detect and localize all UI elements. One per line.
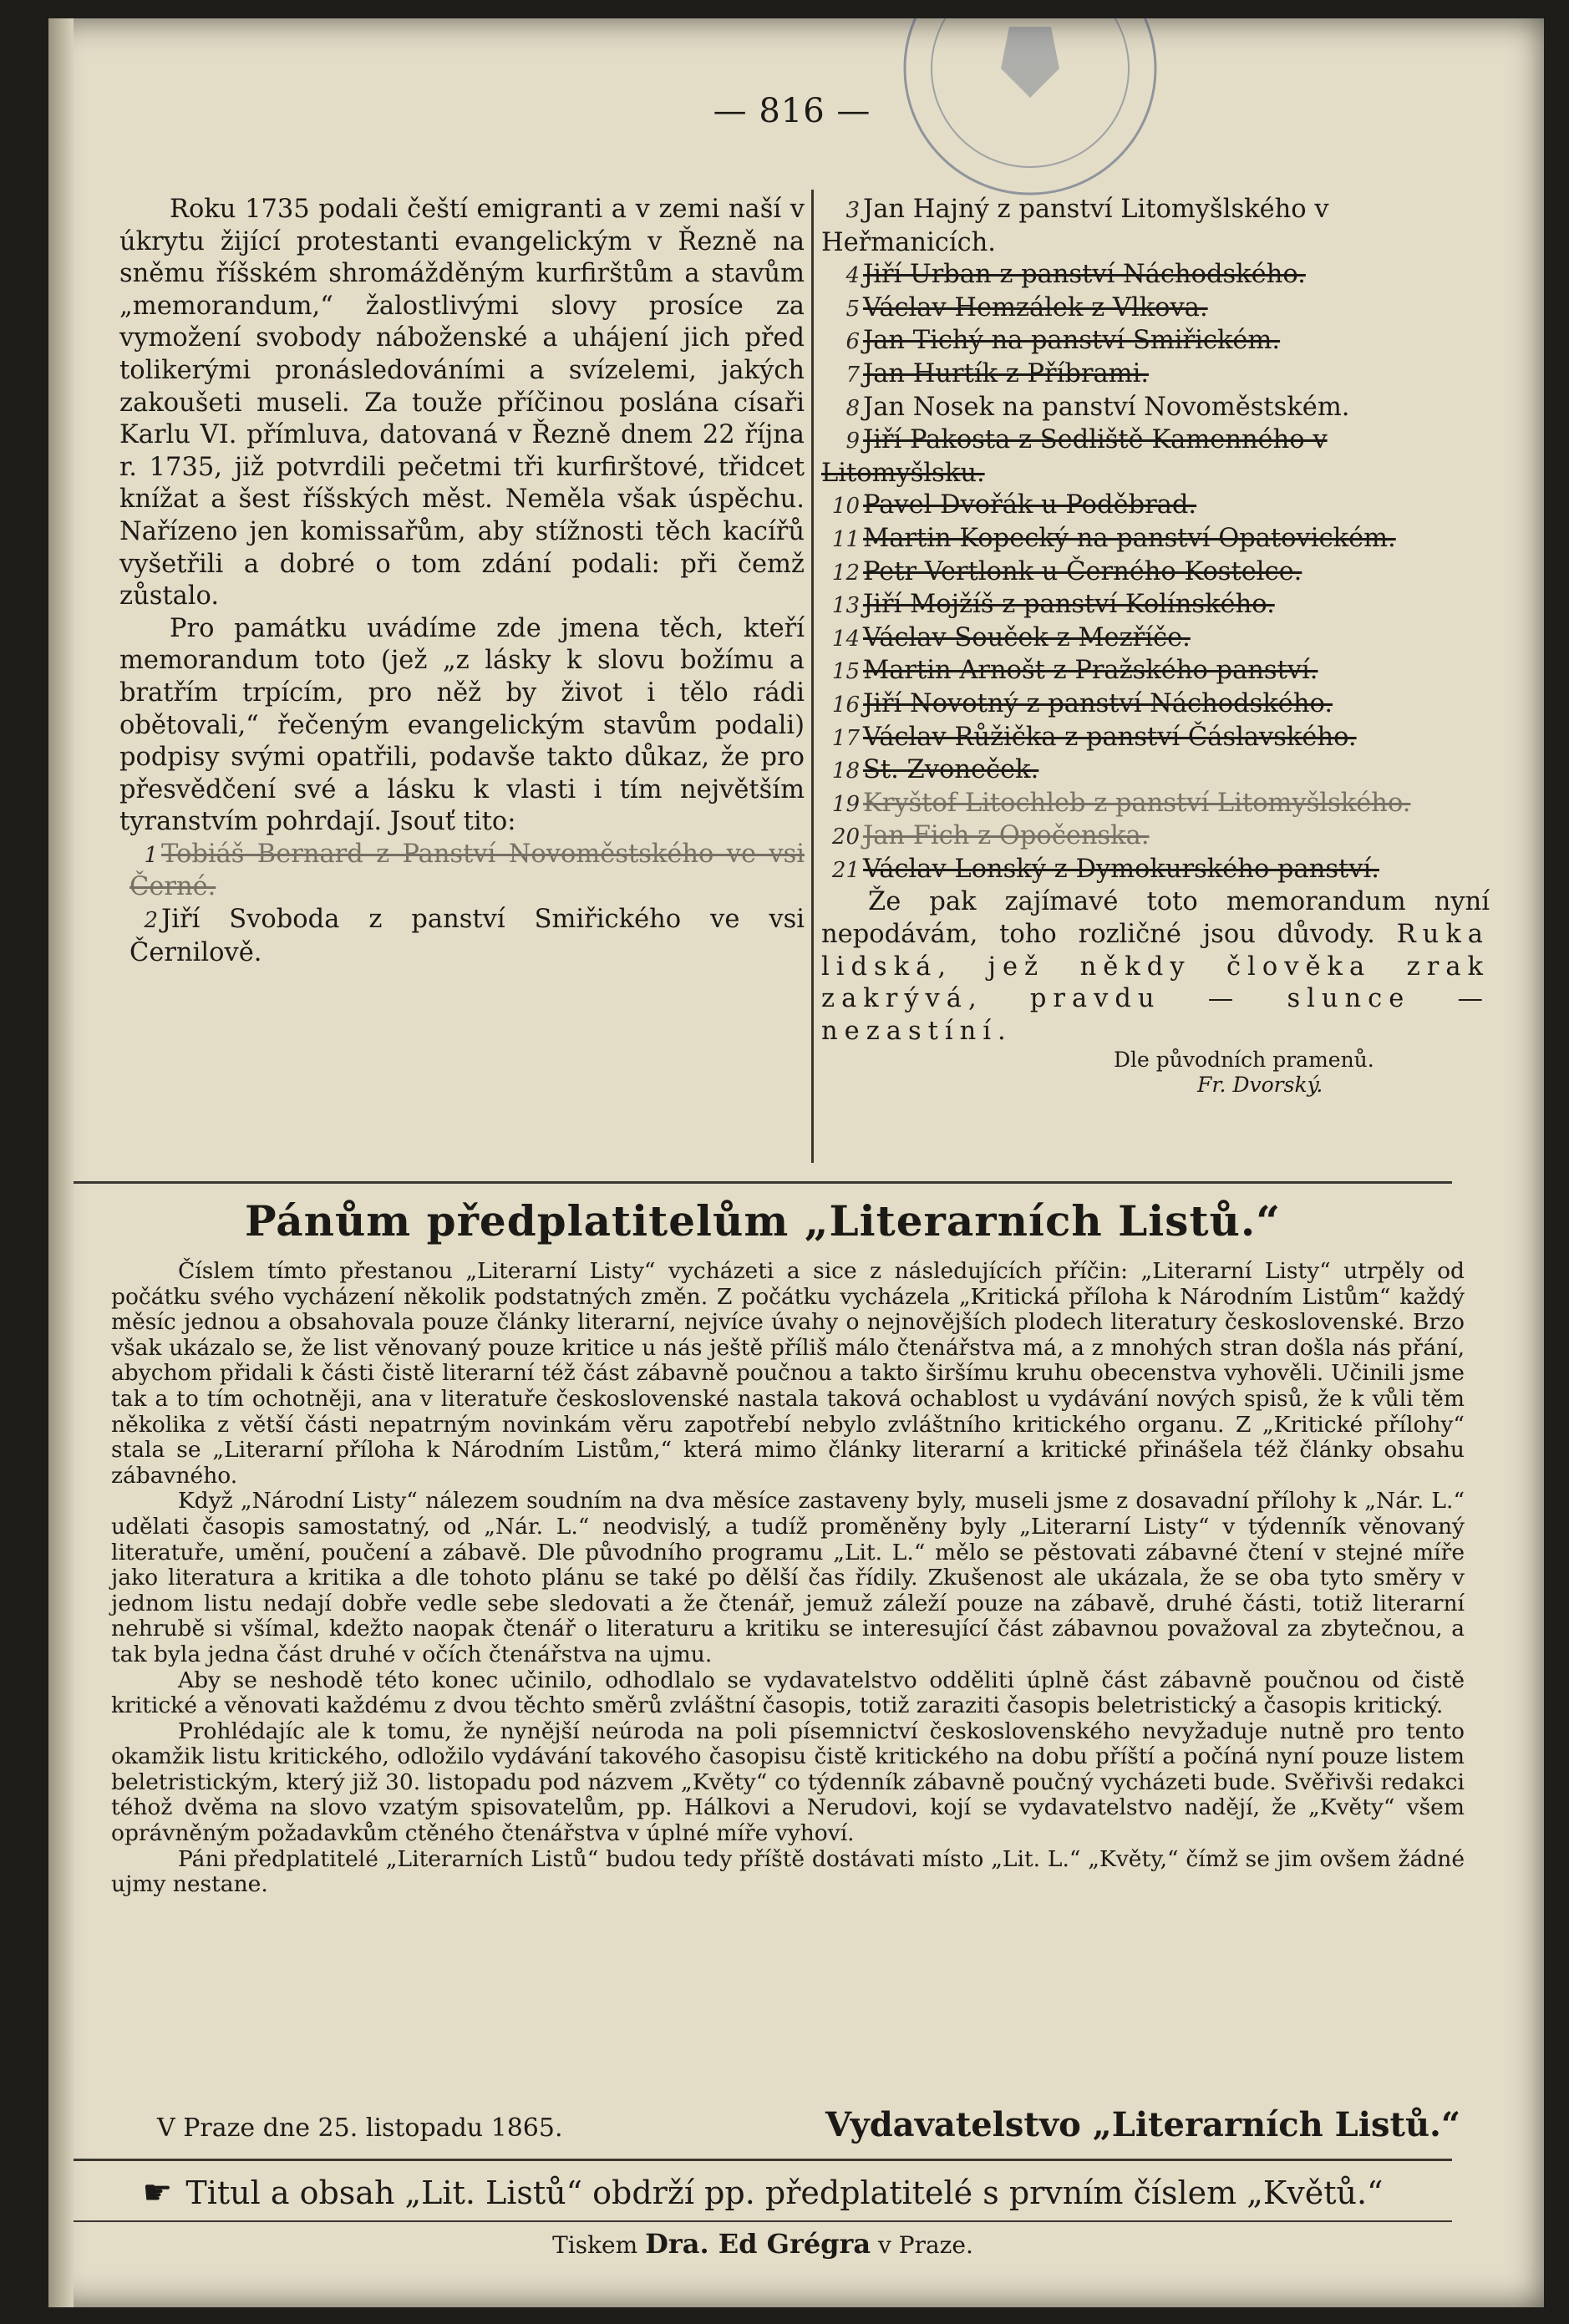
signatory-number: 1 <box>144 842 158 868</box>
signatory-number: 7 <box>845 362 860 388</box>
signatory-entry <box>821 788 1490 821</box>
signatory-name: Jan Hajný z panství Litomyšlského v Heřmanicích. <box>821 195 1329 257</box>
signatory-number: 20 <box>831 825 860 850</box>
signatory-entry <box>821 358 1490 392</box>
signatory-number: 17 <box>831 725 860 751</box>
signatory-name: Pavel Dvořák u Poděbrad. <box>863 490 1197 520</box>
signatory-number: 8 <box>845 395 860 421</box>
printer-suffix: v Praze. <box>878 2231 973 2259</box>
signatory-entry <box>821 688 1490 722</box>
notice-paragraph: Aby se neshodě této konec učinilo, odhodlalo se vydavatelstvo odděliti úplně část zábavně poučnou od čistě kritické a věnovati každému z dvou těchto směrů zvláštní časopis, totiž zaraziti časopis beletristický a časopis kritický. <box>111 1667 1465 1719</box>
signatory-number: 12 <box>831 560 860 586</box>
signatory-entry <box>821 556 1490 590</box>
signatory-number: 3 <box>845 198 860 223</box>
signatory-entry <box>821 655 1490 688</box>
column-divider <box>811 190 814 1163</box>
signatory-entry <box>821 490 1490 523</box>
signatory-entry <box>821 424 1490 490</box>
signatory-entry <box>821 854 1490 887</box>
signatory-number: 9 <box>845 429 860 454</box>
notice-paragraph: Prohlédajíc ale k tomu, že nynější neúroda na poli písemnictví československého nevyžaduje nutně pro tento okamžik listu kritického, odložilo vydávání takového časopisu čistě kritického na dobu příští a počíná nyní pouze listem beletristickým, který již 30. listopadu pod názvem „Květy“ co týdenník zábavně poučný vycházeti bude. Svěřivši redakci téhož dvěma na slovo vzatým spisovatelům, pp. Hálkovi a Nerudovi, kojí se vydavatelstvo nadějí, že „Květy“ všem oprávněným požadavkům ctěného čtenářstva v úplné míře vyhoví. <box>111 1718 1465 1847</box>
notice-paragraph: Když „Národní Listy“ nálezem soudním na dva měsíce zastaveny byly, museli jsme z dosavadní přílohy k „Nár. L.“ udělati časopis samostatný, od „Nár. L.“ neodvislý, a tudíž proměněny byly „Literarní Listy“ v týdenník věnovaný literatuře, umění, poučení a zábavě. Dle původního programu „Lit. L.“ mělo se pěstovati zábavné čtení v stejné míře jako literatura a kritika a dle tohoto plánu se také po dělší čas řídily. Zkušenost ale ukázala, že se oba tyto směry v jednom listu nedají dobře vedle sebe sledovati a že čtenář, jemuž záleží pouze na zábavě, druhé části, totiž literarní nehrubě si všímal, kdežto naopak čtenář o literaturu a kritiku se interesující část zábavnou považoval za zbytečnou, a tak byla jedna část druhé v očích čtenářstva na ujmu. <box>111 1488 1465 1667</box>
source-author: Fr. Dvorský. <box>1197 1073 1323 1098</box>
signatory-name: Jiří Urban z panství Náchodského. <box>863 260 1306 290</box>
signatory-name: Jan Hurtík z Příbrami. <box>863 358 1150 388</box>
printer-name: Dra. Ed Grégra <box>645 2228 871 2260</box>
left-column <box>119 194 805 969</box>
printer-prefix: Tiskem <box>552 2231 638 2259</box>
signatory-name: Martin Arnošt z Pražského panství. <box>863 656 1318 686</box>
signatory-entry <box>821 722 1490 755</box>
signatory-name: Jiří Mojžíš z panství Kolínského. <box>863 590 1275 620</box>
signatory-name: Jiří Svoboda z panství Smiřického ve vsi Černilově. <box>129 905 805 967</box>
signatory-number: 4 <box>845 263 860 289</box>
signatory-entry <box>119 839 805 904</box>
pointing-hand-icon: ☛ <box>142 2174 173 2212</box>
library-stamp <box>884 18 1168 219</box>
signatory-name: Václav Hemzálek z Vlkova. <box>863 292 1208 322</box>
signatory-name: Tobiáš Bernard z Panství Novoměstského ve vsi Černé. <box>129 839 805 902</box>
signatory-entry <box>821 392 1490 425</box>
signatory-name: Jan Tichý na panství Smiřickém. <box>863 326 1281 356</box>
signatory-number: 16 <box>831 692 860 718</box>
source-attribution <box>1114 1048 1490 1098</box>
subscriber-notice <box>74 2174 1452 2212</box>
page-edge <box>48 18 74 2307</box>
signatory-name: Václav Souček z Mezříče. <box>863 622 1191 652</box>
notice-paragraph: Číslem tímto přestanou „Literarní Listy“ vycházeti a sice z následujících příčin: „Literarní Listy“ utrpěly od počátku svého vycházení několik podstatných změn. Z počátku vycházela „Kritická příloha k Národním Listům“ každý měsíc jednou a obsahovala pouze články literarní, nejvíce úvahy o nejnovějších plodech literatury československé. Brzo však ukázalo se, že list věnovaný pouze kritice u nás ještě příliš málo čtenářstva má, a z mnohých stran došla nás přání, abychom přidali k části čistě literarní též část zábavně poučnou a takto širšímu kruhu obecenstva vyhověli. Učinili jsme tak a to tím ochotněji, ana v literatuře československé nastala taková ochablost u vydávání nových spisů, že k vůli těm několika z větší části nepatrným novinkám věru zapotřebí nebylo zvláštního kritického organu. Z „Kritické přílohy“ stala se „Literarní příloha k Národním Listům,“ která mimo články literarní a kritické přinášela též články obsahu zábavného. <box>111 1258 1465 1489</box>
signatory-name: Václav Lonský z Dymokurského panství. <box>863 854 1379 884</box>
signatory-number: 2 <box>144 908 158 934</box>
section-divider <box>74 2159 1452 2161</box>
signatory-number: 18 <box>831 759 860 784</box>
signatory-entry <box>119 904 805 969</box>
signatory-entry <box>821 523 1490 556</box>
page-number: — 816 — <box>713 92 871 130</box>
signatory-number: 15 <box>831 659 860 685</box>
closing-text: Že pak zajímavé toto memorandum nyní nepodávám, toho rozličné jsou důvody. <box>821 887 1490 950</box>
signatory-entry <box>821 194 1490 259</box>
signatory-name: Jiří Pakosta z Sedliště Kamenného v Litomyšlsku. <box>821 425 1328 488</box>
signatory-name: Martin Kopecký na panství Opatovickém. <box>863 523 1396 553</box>
closing-paragraph <box>821 886 1490 1048</box>
subscriber-notice-text: Titul a obsah „Lit. Listů“ obdrží pp. předplatitelé s prvním číslem „Květů.“ <box>185 2174 1384 2211</box>
signatory-number: 21 <box>831 857 860 883</box>
memorandum-paragraph: Pro památku uvádíme zde jmena těch, kteří memorandum toto (jež „z lásky k slovu božímu a bratřím trpícím, pro něž by život i tělo rádi obětovali,“ řečeným evangelickým stavům podali) podpisy svými opatřili, podavše takto důkaz, že pro přesvědčení své a lásku k vlasti i tím největším tyranstvím pohrdají. Jsouť tito: <box>119 613 805 837</box>
document-page <box>48 18 1544 2307</box>
signatory-number: 10 <box>831 494 860 520</box>
signatory-name: St. Zvoneček. <box>863 755 1039 785</box>
right-column <box>821 194 1490 1098</box>
signatory-entry <box>821 754 1490 788</box>
publisher-signature: Vydavatelstvo „Literarních Listů.“ <box>825 2105 1460 2144</box>
signatory-entry <box>821 325 1490 358</box>
section-divider <box>74 1181 1452 1184</box>
notice-title: Pánům předplatitelům „Literarních Listů.“ <box>244 1196 1282 1246</box>
section-divider <box>74 2220 1452 2222</box>
signatory-name: Jan Nosek na panství Novoměstském. <box>863 392 1350 422</box>
source-label: Dle původních pramenů. <box>1114 1048 1374 1073</box>
signatory-name: Jan Fich z Opočenska. <box>863 821 1150 851</box>
signatory-number: 13 <box>831 593 860 619</box>
signatory-number: 5 <box>845 296 860 322</box>
signatory-number: 19 <box>831 791 860 817</box>
notice-body <box>111 1259 1465 1898</box>
signatory-name: Václav Růžička z panství Čáslavského. <box>863 722 1357 752</box>
signatory-entry <box>821 292 1490 326</box>
signatory-number: 6 <box>845 329 860 355</box>
signatory-entry <box>821 622 1490 656</box>
signatory-name: Petr Vertlonk u Černého Kostelce. <box>863 556 1302 586</box>
signatory-name: Jiří Novotný z panství Náchodského. <box>863 688 1333 718</box>
closing-quote: Ruka lidská, jež někdy člověka zrak zakrývá, pravdu — slunce — nezastíní. <box>821 920 1490 1046</box>
signatory-entry <box>821 589 1490 622</box>
signatory-number: 14 <box>831 626 860 652</box>
signatory-number: 11 <box>831 526 860 552</box>
intro-paragraph: Roku 1735 podali čeští emigranti a v zemi naší v úkrytu žijící protestanti evangelickým v Řezně na sněmu říšském shromážděným kurfirštům a stavům „memorandum,“ žalostlivými slovy prosíce za vymožení svobody náboženské a uhájení jich před tolikerými pronásledováními a svízelemi, jakých zakoušeti museli. Za touže příčinou poslána císaři Karlu VI. přímluva, datovaná v Řezně dnem 22 října r. 1735, již potvrdili pečetmi tři kurfirštové, třidcet knížat a šest říšských měst. Neměla však úspěchu. Nařízeno jen komissařům, aby stížnosti těch kacířů vyšetřili a dobré o tom zdání podali: při čemž zůstalo. <box>119 195 805 611</box>
date-line: V Praze dne 25. listopadu 1865. <box>157 2113 563 2143</box>
signatory-entry <box>821 259 1490 292</box>
notice-paragraph: Páni předplatitelé „Literarních Listů“ budou tedy příště dostávati místo „Lit. L.“ „Květy,“ čímž se jim ovšem žádné ujmy nestane. <box>111 1845 1465 1898</box>
printer-imprint <box>74 2228 1452 2260</box>
signatory-entry <box>821 820 1490 854</box>
signatory-name: Kryštof Litochleb z panství Litomyšlského. <box>863 788 1411 818</box>
